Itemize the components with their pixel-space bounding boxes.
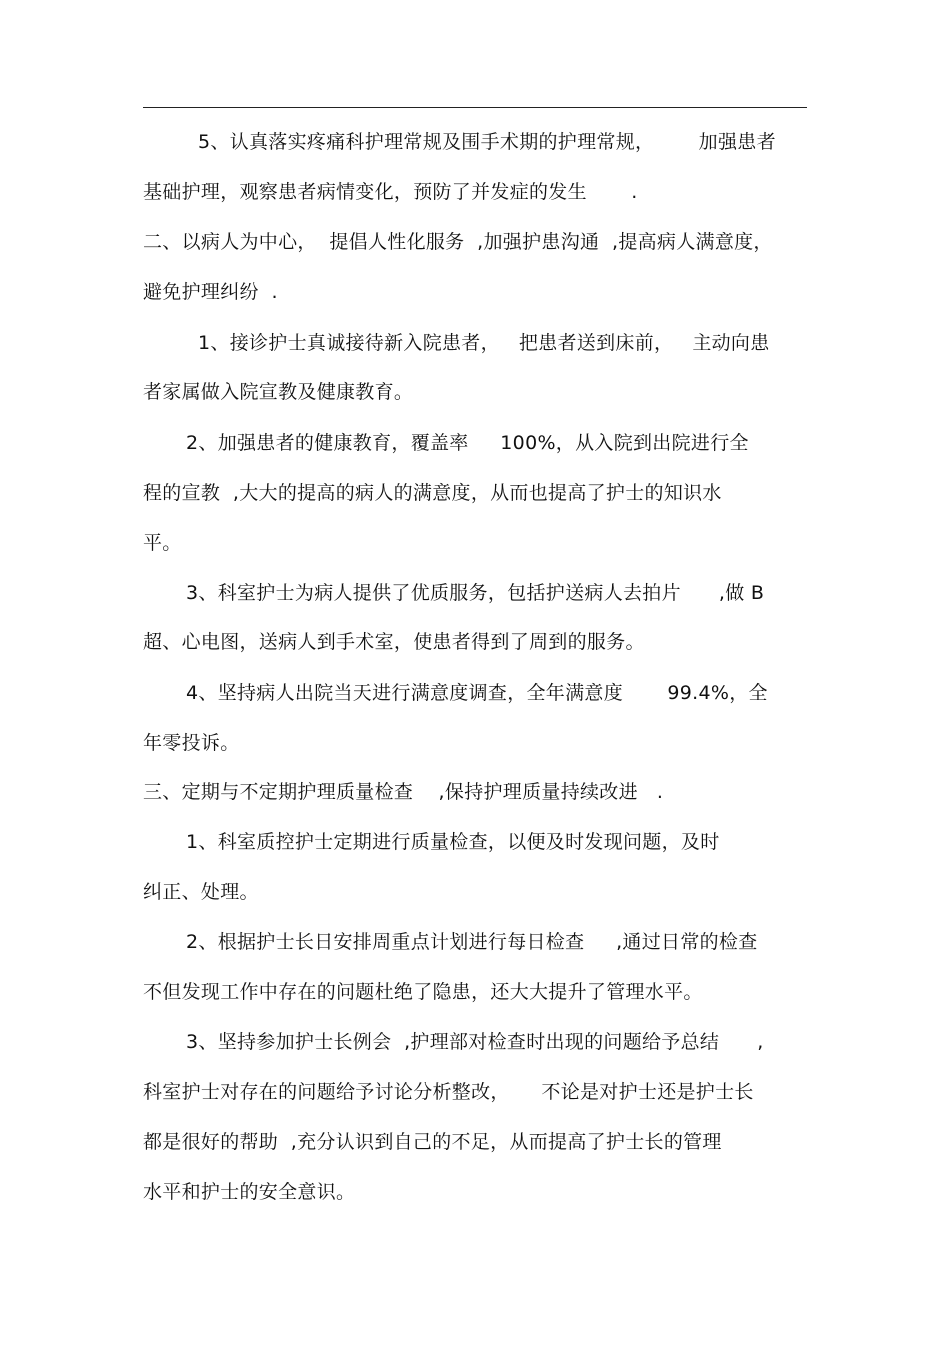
text-line: 2、加强患者的健康教育，覆盖率 100%，从入院到出院进行全 xyxy=(186,432,749,454)
text-line: 4、坚持病人出院当天进行满意度调查，全年满意度 99.4%，全 xyxy=(186,682,768,704)
text-line: 不但发现工作中存在的问题杜绝了隐患，还大大提升了管理水平。 xyxy=(143,981,703,1003)
text-line: 避免护理纠纷 . xyxy=(143,281,278,303)
text-line: 程的宣教 ,大大的提高的病人的满意度，从而也提高了护士的知识水 xyxy=(143,482,722,504)
text-line: 基础护理，观察患者病情变化，预防了并发症的发生 . xyxy=(143,181,638,203)
text-line: 者家属做入院宣教及健康教育。 xyxy=(143,381,414,403)
text-line: 5、认真落实疼痛科护理常规及围手术期的护理常规， 加强患者 xyxy=(198,131,776,153)
text-line: 科室护士对存在的问题给予讨论分析整改， 不论是对护士还是护士长 xyxy=(143,1081,754,1103)
text-line: 都是很好的帮助 ,充分认识到自己的不足，从而提高了护士长的管理 xyxy=(143,1131,722,1153)
text-line: 水平和护士的安全意识。 xyxy=(143,1181,356,1203)
text-line: 1、科室质控护士定期进行质量检查，以便及时发现问题，及时 xyxy=(186,831,720,853)
text-line: 1、接诊护士真诚接待新入院患者， 把患者送到床前， 主动向患 xyxy=(198,332,770,354)
text-line: 超、心电图，送病人到手术室，使患者得到了周到的服务。 xyxy=(143,631,645,653)
text-line: 平。 xyxy=(143,532,182,554)
text-line: 3、坚持参加护士长例会 ,护理部对检查时出现的问题给予总结 , xyxy=(186,1031,764,1053)
header-rule xyxy=(143,107,807,108)
text-line: 年零投诉。 xyxy=(143,732,240,754)
text-line: 2、根据护士长日安排周重点计划进行每日检查 ,通过日常的检查 xyxy=(186,931,758,953)
section-heading-3: 三、定期与不定期护理质量检查 ,保持护理质量持续改进 . xyxy=(143,781,664,803)
text-line: 3、科室护士为病人提供了优质服务，包括护送病人去拍片 ,做 B xyxy=(186,582,765,604)
section-heading-2: 二、以病人为中心， 提倡人性化服务 ,加强护患沟通 ,提高病人满意度， xyxy=(143,231,773,253)
text-line: 纠正、处理。 xyxy=(143,881,259,903)
